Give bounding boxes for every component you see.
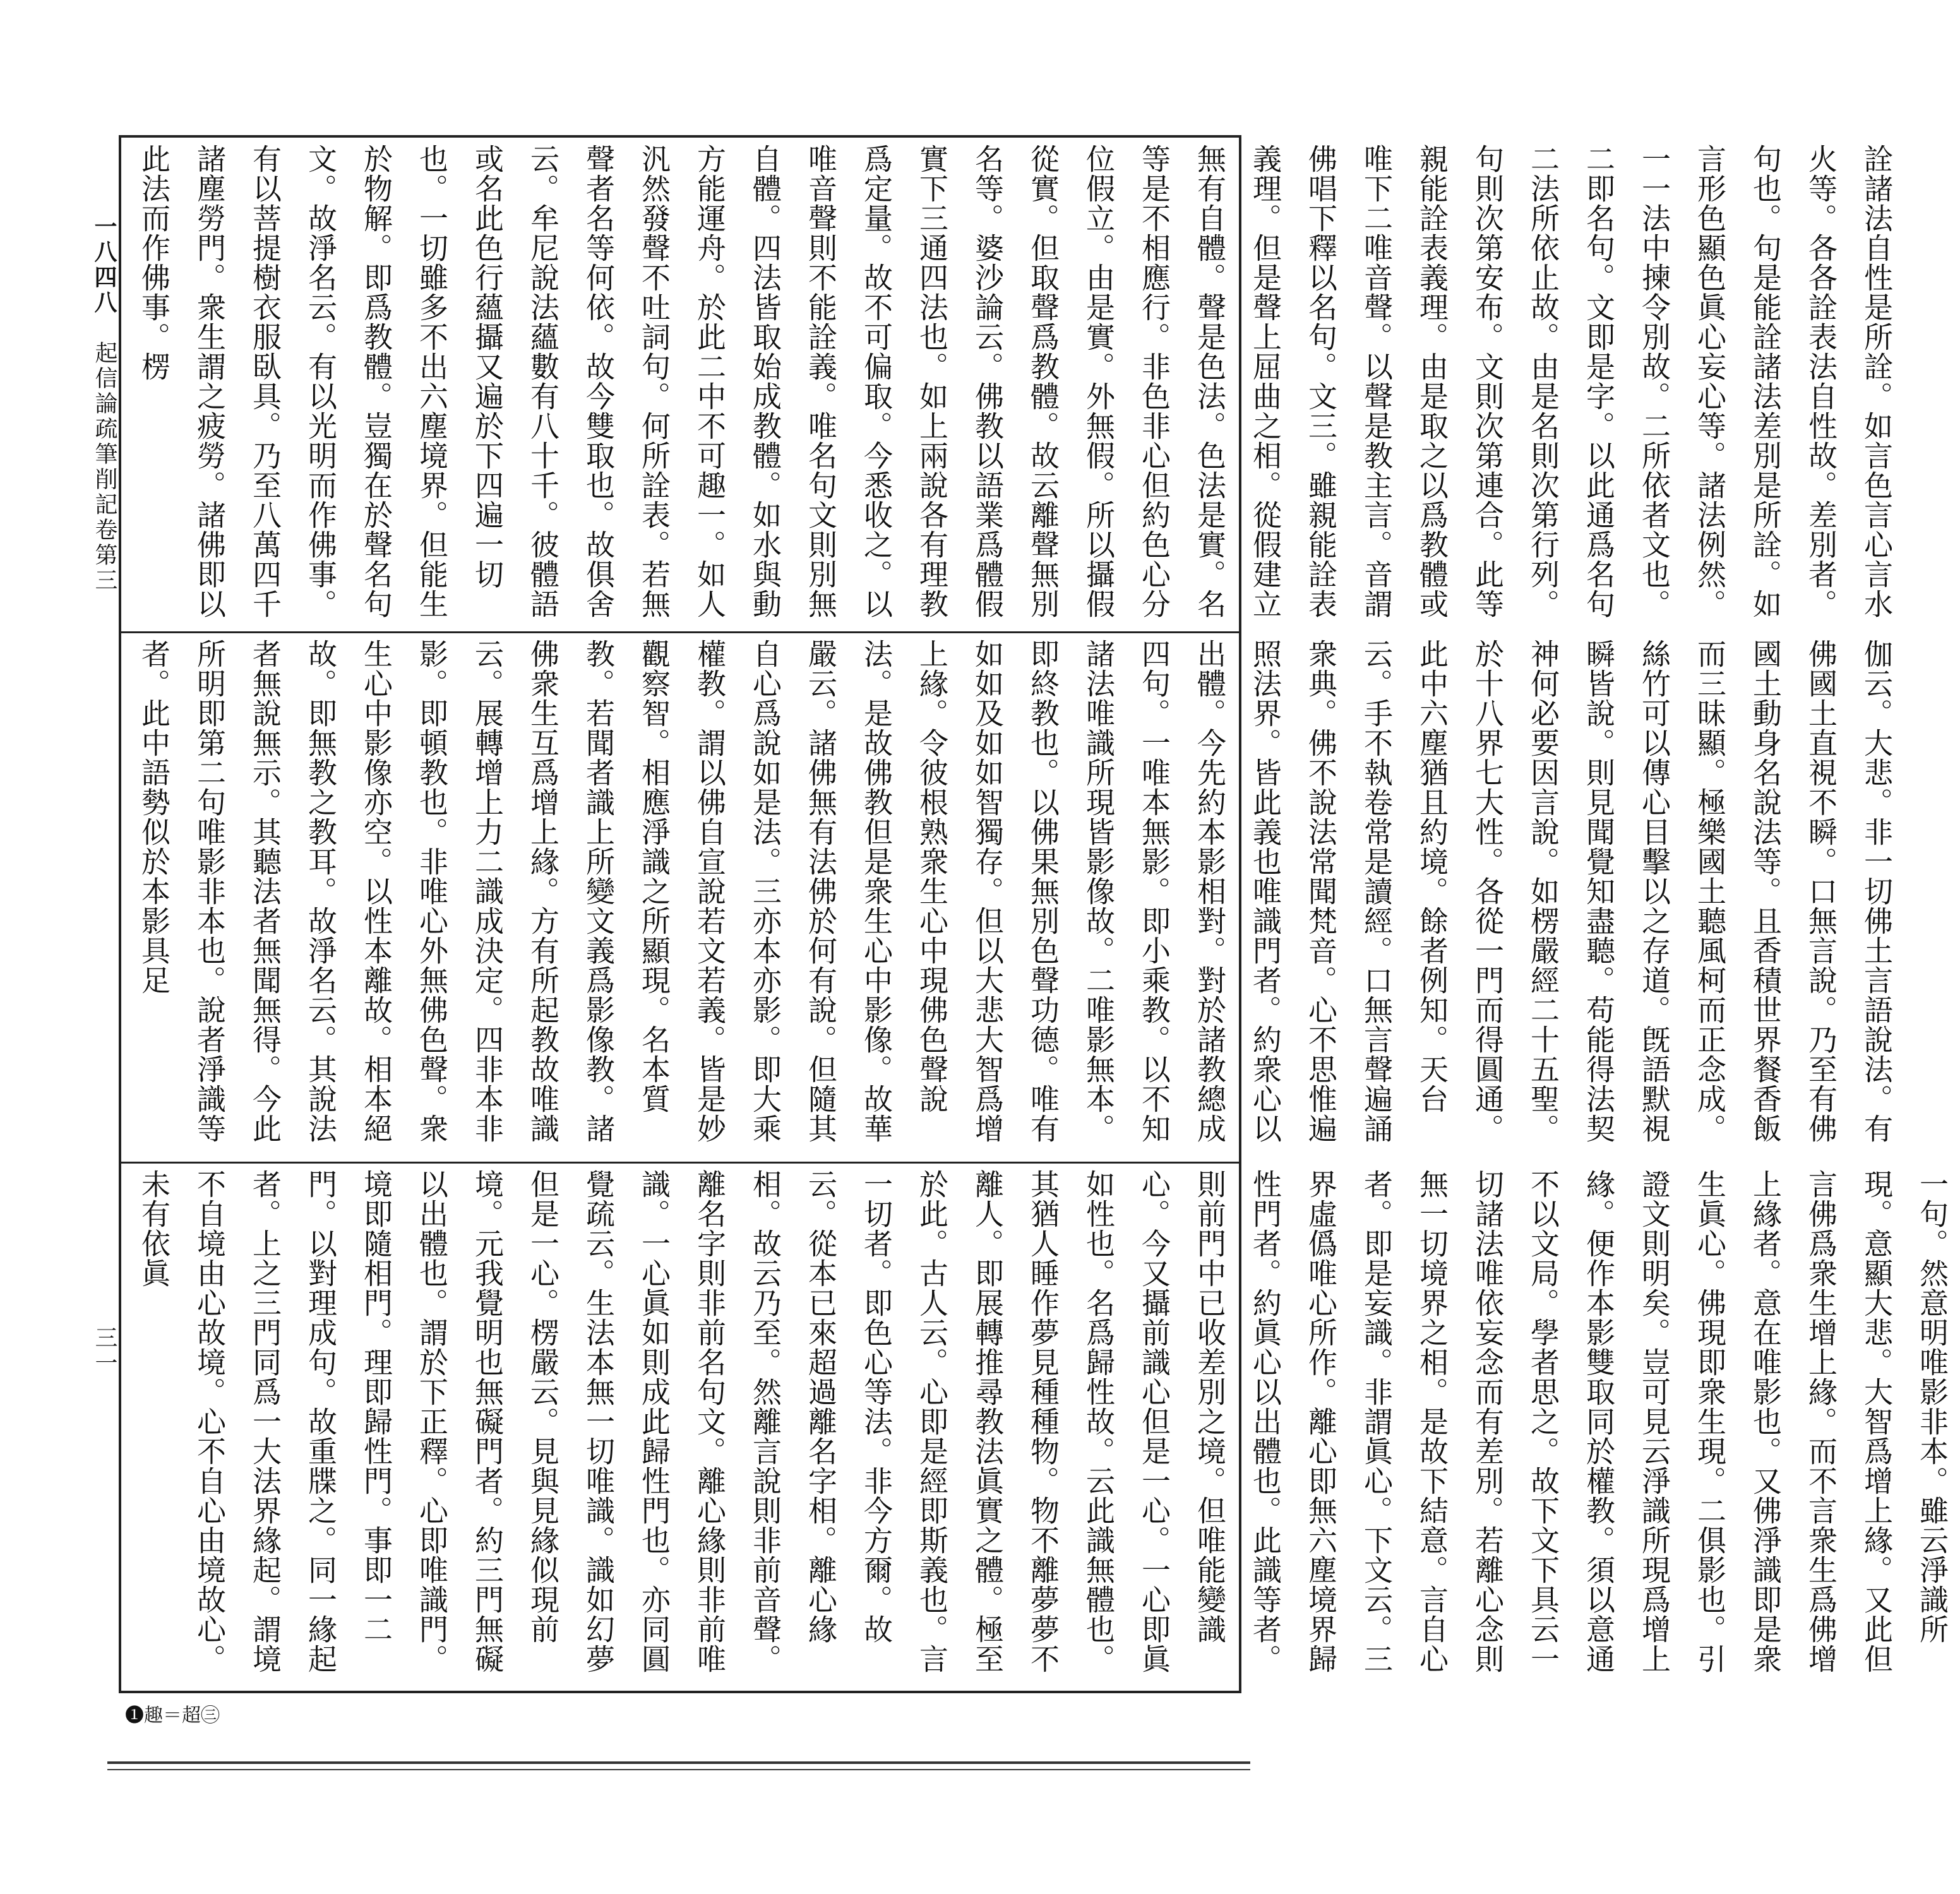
bottom-rule-thin [107,1769,1250,1770]
bottom-rule-thick [107,1761,1250,1764]
text-band-bottom [126,1169,1949,1684]
page-number: 一八四八 [91,215,117,316]
band-text-top: 詮諸法自性是所詮。如言色言心言水火等。各各詮表法自性故。差別者。句也。句是能詮諸法差別是所詮。如言形色顯色眞心妄心等。諸法例然。一一法中揀令別故。二所依者文也。二即名句。文即是字。以此通爲名句二法所依止故。由是名則次第行列。句則次第安布。文則次第連合。此等親能詮表義理。由是取之以爲教體或唯下二唯音聲。以聲是教主言。音謂佛唱下釋以名句。文三。雖親能詮表義理。但是聲上屈曲之相。從假建立無有自體。聲是色法。色法是實。名等是不相應行。非色非心但約色心分位假立。由是實。外無假。所以攝假從實。但取聲爲教體。故云離聲無別名等。婆沙論云。佛教以語業爲體假實下三通四法也。如上兩說各有理教爲定量。故不可偏取。今悉收之。以唯音聲則不能詮義。唯名句文則別無自體。四法皆取始成教體。如水與動方能運舟。於此二中不可趣一。如人汎然發聲不吐詞句。何所詮表。若無聲者名等何依。故今雙取也。故俱舍云。牟尼說法蘊數有八十千。彼體語或名此色行蘊攝又遍於下四遍一切也。一切雖多不出六塵境界。但能生於物解。即爲教體。豈獨在於聲名句文。故淨名云。有以光明而作佛事。有以菩提樹衣服臥具。乃至八萬四千諸塵勞門。衆生謂之疲勞。諸佛即以此法而作佛事。楞 [137,144,1894,619]
running-title: 起信論疏筆削記卷第三 [92,341,117,593]
footnote: ❶趣＝超㊂ [125,1705,220,1727]
band-text-bottom: 一句。然意明唯影非本。雖云淨識所現。意顯大悲。大智爲增上緣。又此但言佛爲衆生增上緣。而不言衆生爲佛增上緣者。意在唯影也。又佛淨識即是衆生眞心。佛現即衆生現。二俱影也。引證文則明矣。豈可見云淨識所現爲增上緣。便作本影雙取同於權教。須以意通不以文局。學者思之。故下文下具云一切諸法唯依妄念而有差別。若離心念則無一切境界之相。是故下結意。言自心者。即是妄識。非謂眞心。下文云。三界虛僞唯心所作。離心即無六塵境界歸性門者。約眞心以出體也。此識等者。則前門中已收差別之境。但唯能變識心。今又攝前識心但是一心。一心即眞如性也。名爲歸性故。云此識無體也。其猶人睡作夢見種種物。物不離夢夢不離人。即展轉推尋教法眞實之體。極至於此。古人云。心即是經即斯義也。言一切者。即色心等法。非今方爾。故云。從本已來超過離名字相。離心緣相。故云乃至。然離言說則非前音聲。離名字則非前名句文。離心緣則非前唯識。一心眞如則成此歸性門也。亦同圓覺疏云。生法本無一切唯識。識如幻夢但是一心。楞嚴云。見與見緣似現前境。元我覺明也無礙門者。約三門無礙以出體也。謂於下正釋。心即唯識門。境即隨相門。理即歸性門。事即一二門。以對理成句。故重牒之。同一緣起者。上之三門同爲一大法界緣起。謂境不自境由心故境。心不自心由境故心。未有依眞 [137,1169,1949,1674]
text-band-middle [126,639,1894,1157]
band-text-middle: 伽云。大悲。非一切佛土言語說法。有佛國土直視不瞬。口無言說。乃至有佛國土動身名說法等。且香積世界餐香飯而三昧顯。極樂國土聽風柯而正念成。絲竹可以傳心目擊以之存道。旣語默視瞬皆說。則見聞覺知盡聽。苟能得法契神何必要因言說。如楞嚴經二十五聖。於十八界七大性。各從一門而得圓通。此中六塵猶且約境。餘者例知。天台云。手不執卷常是讀經。口無言聲遍誦衆典。佛不說法常聞梵音。心不思惟遍照法界。皆此義也唯識門者。約衆心以出體。今先約本影相對。對於諸教總成四句。一唯本無影。即小乘教。以不知諸法唯識所現皆影像故。二唯影無本。即終教也。以佛果無別色聲功德。唯有如如及如如智獨存。但以大悲大智爲增上緣。令彼根熟衆生心中現佛色聲說法。是故佛教但是衆生心中影像。故華嚴云。諸佛無有法佛於何有說。但隨其自心爲說如是法。三亦本亦影。即大乘權教。謂以佛自宣說若文若義。皆是妙觀察智。相應淨識之所顯現。名本質教。若聞者識上所變文義爲影像教。諸佛衆生互爲增上緣。方有所起教故唯識云。展轉增上力二識成決定。四非本非影。即頓教也。非唯心外無佛色聲。衆生心中影像亦空。以性本離故。相本絕故。即無教之教耳。故淨名云。其說法者無說無示。其聽法者無聞無得。今此所明即第二句唯影非本也。說者淨識等者。此中語勢似於本影具足 [137,639,1894,1143]
band-divider-2 [119,1162,1241,1164]
text-band-top [126,144,1894,626]
leaf-number: 三一 [92,1326,117,1376]
band-divider-1 [119,631,1241,633]
